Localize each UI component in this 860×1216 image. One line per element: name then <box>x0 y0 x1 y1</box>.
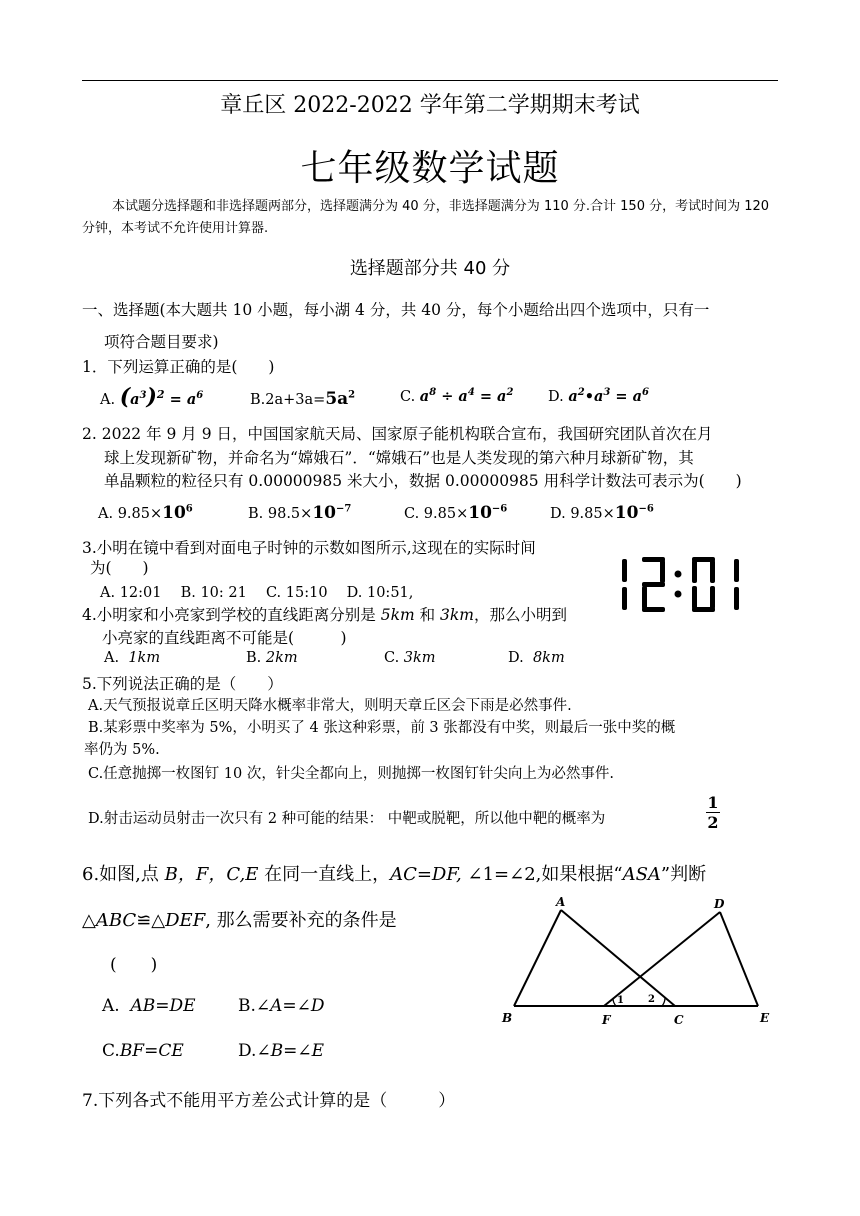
q6-triangle-abc: ABC <box>95 910 137 931</box>
q1-option-a: A. $(a^3)^2 = a^6$ <box>100 384 204 410</box>
q5-fraction-denominator: 2 <box>707 813 719 832</box>
q6-a-value: AB=DE <box>130 996 196 1016</box>
q6-points: B，F，C,E <box>164 864 259 885</box>
q5-fraction <box>706 793 720 832</box>
q1-option-d: D. $a^2•a^3 = a^6$ <box>548 387 649 405</box>
part1-heading-line2: 项符合题目要求) <box>104 333 219 351</box>
q1-option-b: $B.2a+3a=5a^2$ <box>250 389 356 409</box>
q6-c-prefix: C. <box>102 1041 120 1061</box>
q2-line3: 单晶颗粒的粒径只有 0.00000985 米大小，数据 0.00000985 用科学计数法可表示为( ) <box>104 472 742 490</box>
q6-d-prefix: D. <box>238 1041 257 1061</box>
q5-fraction-numerator: 1 <box>707 793 719 812</box>
label-c: C <box>674 1013 684 1027</box>
q4-line1 <box>82 603 567 625</box>
segment-fd <box>604 912 720 1006</box>
q5-option-b-line1: B.某彩票中奖率为 5%，小明买了 4 张这种彩票，前 3 张都没有中奖，则最后一张中奖的概 <box>88 720 676 736</box>
q2-d-exp: −6 <box>638 503 654 515</box>
q2-b-exp: −7 <box>335 503 352 515</box>
q2-option-c <box>404 503 507 523</box>
exam-title: 章丘区 2022-2022 学年第二学期期末考试 <box>220 93 640 118</box>
q4-option-a <box>104 650 160 666</box>
q2-a-exp: 6 <box>185 503 193 515</box>
q6-geometry-figure <box>494 896 784 1034</box>
clock-digits-image <box>616 556 746 614</box>
q2-d-ten: 10 <box>614 503 639 523</box>
segment-ac <box>561 910 675 1006</box>
q4-b-value: 2km <box>265 650 298 666</box>
q2-d-prefix: D. 9.85× <box>550 506 615 522</box>
segment-ab <box>514 910 561 1006</box>
q4-distance-3km: 3km <box>440 606 474 624</box>
q4-b-prefix: B. <box>246 650 262 666</box>
q4-line1-pre: 4.小明家和小亮家到学校的直线距离分别是 <box>82 606 381 624</box>
part1-heading-line1: 一、选择题(本大题共 10 小题，每小湖 4 分，共 40 分，每个小题给出四个选项中，只有一 <box>82 301 710 319</box>
q6-blank: ( ) <box>110 955 158 975</box>
q6-option-c <box>102 1041 184 1061</box>
q2-line2: 球上发现新矿物，并命名为“嫦娥石”．“嫦娥石”也是人类发现的第六种月球新矿物，其 <box>104 449 694 467</box>
q6-line2 <box>82 906 397 932</box>
q3-line1: 3.小明在镜中看到对面电子时钟的示数如图所示,这现在的实际时间 <box>82 539 536 557</box>
q2-option-d <box>550 503 654 523</box>
q2-a-prefix: A. 9.85× <box>98 506 163 522</box>
q4-d-value: 8km <box>532 650 565 666</box>
q6-c-value: BF=CE <box>119 1041 184 1061</box>
q1-d-prefix: D. <box>548 388 564 405</box>
q1-stem: 1．下列运算正确的是( ) <box>82 358 275 376</box>
q6-condition: AC=DF, <box>390 864 462 885</box>
q1-b-prefix: B. <box>250 392 266 408</box>
angle-2-arc <box>662 998 665 1006</box>
q2-line1: 2. 2022 年 9 月 9 日，中国国家航天局、国家原子能机构联合宣布，我国研究团队首次在月 <box>82 425 713 443</box>
q6-asa: ASA <box>622 864 661 885</box>
q4-line2: 小亮家的直线距离不可能是( ) <box>102 629 347 647</box>
q4-line1-post: ，那么小明到 <box>473 606 567 624</box>
q1-b-text: 2a+3a= <box>265 392 326 408</box>
q2-c-ten: 10 <box>468 503 492 523</box>
q4-option-b <box>246 650 298 666</box>
q2-a-ten: 10 <box>162 503 186 523</box>
angle-1-arc <box>613 999 616 1006</box>
label-a: A <box>556 896 566 909</box>
q2-option-b <box>248 503 351 523</box>
exam-instructions: 本试题分选择题和非选择题两部分，选择题满分为 40 分，非选择题满分为 110 分.合计 150 分，考试时间为 120 分钟，本考试不允许使用计算器. <box>82 199 770 236</box>
q6-option-d <box>238 1041 324 1061</box>
label-f: F <box>602 1013 611 1027</box>
q6-triangles-diagram <box>494 896 784 1030</box>
q2-b-ten: 10 <box>312 503 336 523</box>
q6-l2-b: ≌△ <box>136 910 166 931</box>
q4-a-prefix: A. <box>104 650 120 666</box>
label-e: E <box>760 1011 770 1025</box>
q6-option-a <box>102 996 196 1016</box>
q6-l1-a: 6.如图,点 <box>82 864 165 885</box>
q5-option-b-line2: 率仍为 5%. <box>84 742 160 758</box>
q6-b-prefix: B. <box>238 996 256 1016</box>
label-angle-1: 1 <box>617 995 624 1006</box>
q6-l1-c: ∠1=∠2,如果根据“ <box>461 864 623 885</box>
q4-c-prefix: C. <box>384 650 400 666</box>
q5-option-d: D.射击运动员射击一次只有 2 种可能的结果： 中靶或脱靶，所以他中靶的概率为 <box>88 811 606 827</box>
q4-distance-5km: 5km <box>380 606 415 624</box>
q6-l2-a: △ <box>82 910 96 931</box>
q6-l1-b: 在同一直线上， <box>258 864 391 885</box>
q3-line2: 为( ) <box>90 559 149 577</box>
q1-a-prefix: A. <box>100 392 116 408</box>
q1-c-prefix: C. <box>400 388 416 405</box>
q4-line1-mid: 和 <box>414 606 441 624</box>
subject-title: 七年级数学试题 <box>300 148 560 189</box>
q2-option-a <box>98 503 193 523</box>
label-b: B <box>502 1011 513 1025</box>
q6-l2-c: , 那么需要补充的条件是 <box>205 910 397 931</box>
q6-l1-d: ”判断 <box>660 864 707 885</box>
label-angle-2: 2 <box>648 994 655 1005</box>
header-rule <box>82 80 778 81</box>
q4-option-d <box>508 650 565 666</box>
segment-de <box>720 912 758 1006</box>
q4-a-value: 1km <box>128 650 161 666</box>
q6-a-prefix: A. <box>102 996 120 1016</box>
q5-stem: 5.下列说法正确的是（ ） <box>82 675 283 693</box>
section-title: 选择题部分共 40 分 <box>349 258 511 279</box>
q5-option-c: C.任意抛掷一枚图钉 10 次，针尖全都向上，则抛掷一枚图钉针尖向上为必然事件. <box>88 766 614 782</box>
mirrored-digital-clock <box>616 556 746 618</box>
q6-d-value: ∠B=∠E <box>256 1041 325 1061</box>
q2-c-prefix: C. 9.85× <box>404 506 469 522</box>
q6-triangle-def: DEF <box>165 910 206 931</box>
q2-b-prefix: B. 98.5× <box>248 506 313 522</box>
q3-options: A. 12:01 B. 10: 21 C. 15:10 D. 10:51, <box>100 585 414 601</box>
q2-c-exp: −6 <box>491 503 508 515</box>
q5-option-a: A.天气预报说章丘区明天降水概率非常大，则明天章丘区会下雨是必然事件. <box>88 698 572 714</box>
q6-b-value: ∠A=∠D <box>255 996 325 1016</box>
q6-line1 <box>82 860 706 886</box>
q1-option-c: C. $a^8 \div a^4 = a^2$ <box>400 387 514 405</box>
q4-c-value: 3km <box>403 650 436 666</box>
q4-d-prefix: D. <box>508 650 524 666</box>
q1-b-result: 5a <box>325 389 349 409</box>
q4-option-c <box>384 650 436 666</box>
q7-stem: 7.下列各式不能用平方差公式计算的是（ ） <box>82 1091 456 1111</box>
q6-option-b <box>238 996 325 1016</box>
label-d: D <box>714 897 725 911</box>
